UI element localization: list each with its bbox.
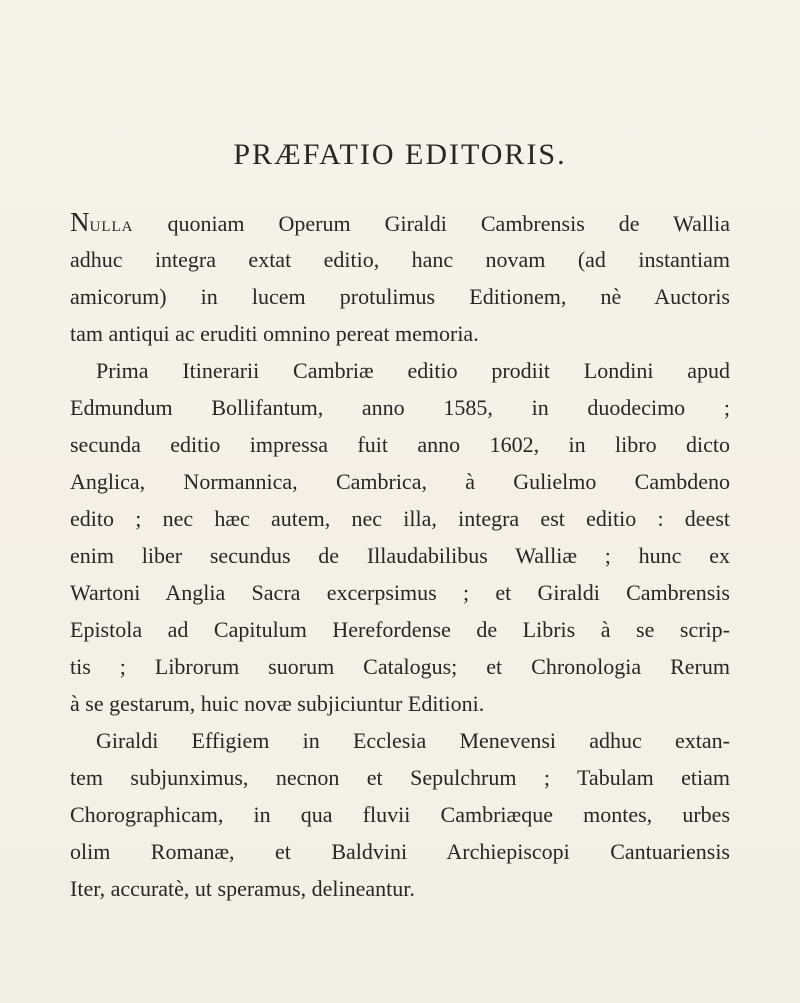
paragraph-1-line-3: amicorum) in lucem protulimus Editionem, nè Auctoris <box>70 284 730 309</box>
paragraph-1-line-2: adhuc integra extat editio, hanc novam (ad instantiam <box>70 247 730 272</box>
paragraph-3-line-3: Chorographicam, in qua fluvii Cambriæque montes, urbes <box>70 802 730 827</box>
first-word-rest: ulla <box>89 211 134 236</box>
paragraph-2-line-10: à se gestarum, huic novæ subjiciuntur Editioni. <box>70 691 485 716</box>
paragraph-2-line-1: Prima Itinerarii Cambriæ editio prodiit Londini apud <box>96 358 730 383</box>
paragraph-2-line-6: enim liber secundus de Illaudabilibus Walliæ ; hunc ex <box>70 543 730 568</box>
paragraph-3-line-1: Giraldi Effigiem in Ecclesia Menevensi adhuc extan- <box>96 728 730 753</box>
paragraph-2-line-4: Anglica, Normannica, Cambrica, à Gulielmo Cambdeno <box>70 469 730 494</box>
initial-letter: N <box>70 207 90 237</box>
paragraph-1-line-1-text: quoniam Operum Giraldi Cambrensis de Wallia <box>133 211 730 236</box>
paragraph-3-line-2: tem subjunximus, necnon et Sepulchrum ; Tabulam etiam <box>70 765 730 790</box>
paragraph-2-line-5: edito ; nec hæc autem, nec illa, integra est editio : deest <box>70 506 730 531</box>
paragraph-2-line-3: secunda editio impressa fuit anno 1602, in libro dicto <box>70 432 730 457</box>
page-title: PRÆFATIO EDITORIS. <box>233 138 567 171</box>
paragraph-2-line-8: Epistola ad Capitulum Herefordense de Libris à se scrip- <box>70 617 730 642</box>
paragraph-2-line-2: Edmundum Bollifantum, anno 1585, in duodecimo ; <box>70 395 730 420</box>
paragraph-1-line-4: tam antiqui ac eruditi omnino pereat memoria. <box>70 321 479 346</box>
paragraph-1-line-1 <box>70 204 730 241</box>
paragraph-3-line-4: olim Romanæ, et Baldvini Archiepiscopi Cantuariensis <box>70 839 730 864</box>
paragraph-3-line-5: Iter, accuratè, ut speramus, delineantur. <box>70 876 415 901</box>
paragraph-2-line-7: Wartoni Anglia Sacra excerpsimus ; et Giraldi Cambrensis <box>70 580 730 605</box>
paragraph-2-line-9: tis ; Librorum suorum Catalogus; et Chronologia Rerum <box>70 654 730 679</box>
preface-body <box>70 204 730 907</box>
